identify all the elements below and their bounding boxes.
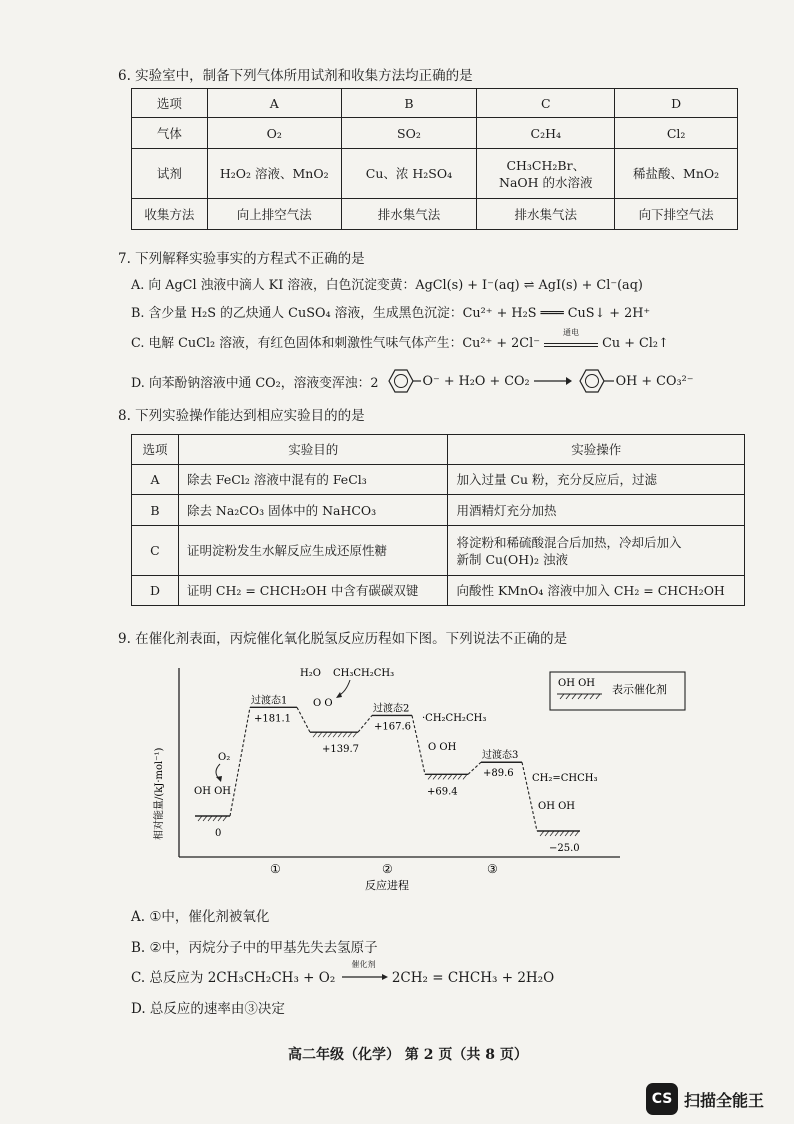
q9-option-c [131, 960, 555, 986]
q6-cell: B [341, 89, 477, 118]
q8-cell: 证明 CH₂ = CHCH₂OH 中含有碳碳双键 [178, 576, 448, 606]
q6-cell: CH₃CH₂Br、 NaOH 的水溶液 [477, 149, 615, 199]
energy-value-label: +69.4 [427, 786, 458, 798]
energy-connector [358, 715, 372, 732]
q6-cell: O₂ [207, 118, 341, 149]
surface-hatch [438, 774, 442, 779]
benzene-ring-icon [572, 366, 616, 396]
q8-header: 选项 [132, 435, 179, 465]
surface-hatch [333, 732, 337, 737]
y-axis-label: 相对能量/(kJ·mol⁻¹) [154, 747, 165, 840]
q8-cell: 除去 FeCl₂ 溶液中混有的 FeCl₃ [178, 465, 448, 495]
electrolysis-arrow [544, 328, 598, 347]
energy-value-label: +89.6 [483, 768, 514, 780]
q6-cell: 试剂 [132, 149, 208, 199]
surface-hatch [453, 774, 457, 779]
o-oh-label: O OH [428, 742, 457, 753]
q9-c-product: 2CH₂ = CHCH₃ + 2H₂O [391, 970, 555, 986]
q6-cell: C₂H₄ [477, 118, 615, 149]
q7-option-d-text: D. 向苯酚钠溶液中通 CO₂，溶液变浑浊：2 [131, 375, 379, 391]
q7-c-product: Cu + Cl₂↑ [602, 336, 669, 351]
q8-cell: A [132, 465, 179, 495]
q6-cell: 收集方法 [132, 199, 208, 230]
energy-connector [297, 707, 310, 732]
q6-cell: H₂O₂ 溶液、MnO₂ [207, 149, 341, 199]
scanner-watermark: 扫描全能王 [684, 1091, 765, 1110]
catalyst-hatch-icon [560, 694, 600, 699]
surface-hatch [328, 732, 332, 737]
q8-header: 实验操作 [448, 435, 745, 465]
surface-hatch [218, 816, 222, 821]
q7-d-product: OH + CO₃²⁻ [615, 373, 694, 389]
q8-cell: C [132, 526, 179, 576]
q9-option-d: D. 总反应的速率由③决定 [131, 1001, 285, 1017]
energy-value-label: +181.1 [254, 713, 292, 725]
x-axis-label: 反应进程 [365, 879, 409, 892]
surface-hatch [463, 774, 467, 779]
energy-value-label: +167.6 [374, 721, 412, 733]
q6-cell: 稀盐酸、MnO₂ [615, 149, 738, 199]
catalyst-arrow [340, 960, 388, 982]
q8-cell: B [132, 495, 179, 526]
water-label: H₂O [300, 668, 321, 679]
stage-label: ② [382, 862, 393, 876]
o2-label: O₂ [218, 752, 231, 763]
reaction-arrow-icon [530, 374, 572, 388]
q9-option-b: B. ②中，丙烷分子中的甲基先失去氢原子 [131, 940, 378, 956]
surface-hatch [575, 831, 579, 836]
surface-hatch [223, 816, 227, 821]
q6-cell: C [477, 89, 615, 118]
surface-hatch [448, 774, 452, 779]
energy-connector [412, 715, 425, 774]
q9-option-c-text: C. 总反应为 2CH₃CH₂CH₃ + O₂ [131, 970, 336, 986]
surface-hatch [570, 831, 574, 836]
q8-table [131, 434, 745, 606]
start-catalyst-label: OH OH [194, 786, 232, 797]
q6-cell: 向上排空气法 [207, 199, 341, 230]
surface-hatch [545, 831, 549, 836]
legend-symbol: OH OH [558, 678, 596, 689]
q6-cell: A [207, 89, 341, 118]
surface-hatch [353, 732, 357, 737]
energy-value-label: +139.7 [322, 744, 360, 756]
end-catalyst-label: OH OH [538, 801, 576, 812]
legend-text: 表示催化剂 [612, 683, 667, 696]
q6-cell: 排水集气法 [341, 199, 477, 230]
surface-hatch [433, 774, 437, 779]
q7-title: 7. 下列解释实验事实的方程式不正确的是 [118, 251, 365, 267]
surface-hatch [313, 732, 317, 737]
q8-cell: 证明淀粉发生水解反应生成还原性糖 [178, 526, 448, 576]
q7-option-d [131, 366, 693, 396]
q7-c-condition: 通电 [563, 328, 580, 337]
q8-cell: 将淀粉和稀硫酸混合后加热，冷却后加入 新制 Cu(OH)₂ 浊液 [448, 526, 745, 576]
q8-header: 实验目的 [178, 435, 448, 465]
q9-title: 9. 在催化剂表面，丙烷催化氧化脱氢反应历程如下图。下列说法不正确的是 [118, 631, 568, 647]
surface-hatch [198, 816, 202, 821]
surface-hatch [540, 831, 544, 836]
surface-hatch [213, 816, 217, 821]
q8-cell: 除去 Na₂CO₃ 固体中的 NaHCO₃ [178, 495, 448, 526]
propene-label: CH₂=CHCH₃ [532, 773, 598, 784]
surface-hatch [428, 774, 432, 779]
q6-cell: 选项 [132, 89, 208, 118]
energy-connector [230, 707, 250, 816]
q7-option-c-text: C. 电解 CuCl₂ 溶液，有红色固体和刺激性气味气体产生：Cu²⁺ + 2Cl⁻ [131, 336, 540, 351]
propane-label: CH₃CH₂CH₃ [333, 668, 395, 679]
surface-hatch [555, 831, 559, 836]
surface-hatch [318, 732, 322, 737]
transition-state-label: 过渡态1 [251, 695, 288, 707]
surface-hatch [348, 732, 352, 737]
transition-state-label: 过渡态2 [373, 703, 410, 715]
surface-hatch [323, 732, 327, 737]
q8-cell: D [132, 576, 179, 606]
energy-value-label: −25.0 [549, 843, 580, 854]
q8-title: 8. 下列实验操作能达到相应实验目的的是 [118, 408, 365, 424]
q6-cell: Cu、浓 H₂SO₄ [341, 149, 477, 199]
q6-cell: SO₂ [341, 118, 477, 149]
q9-c-condition: 催化剂 [351, 960, 376, 969]
surface-hatch [550, 831, 554, 836]
transition-state-label: 过渡态3 [482, 750, 519, 762]
q6-cell: 排水集气法 [477, 199, 615, 230]
q9-option-a: A. ①中，催化剂被氧化 [131, 909, 270, 925]
q6-cell: 气体 [132, 118, 208, 149]
q8-cell: 向酸性 KMnO₄ 溶液中加入 CH₂ = CHCH₂OH [448, 576, 745, 606]
q7-d-reactants: O⁻ + H₂O + CO₂ [422, 373, 530, 389]
surface-hatch [565, 831, 569, 836]
energy-value-label: 0 [215, 828, 222, 839]
q7-option-b: B. 含少量 H₂S 的乙炔通人 CuSO₄ 溶液，生成黑色沉淀：Cu²⁺ + H₂S ═══ CuS↓ + 2H⁺ [131, 306, 651, 321]
q6-table [131, 88, 738, 230]
surface-hatch [458, 774, 462, 779]
radical-label: ·CH₂CH₂CH₃ [422, 713, 487, 724]
surface-hatch [208, 816, 212, 821]
q6-cell: D [615, 89, 738, 118]
page-footer: 高二年级（化学） 第 2 页（共 8 页） [288, 1047, 528, 1063]
scanner-logo-icon: CS [646, 1083, 678, 1115]
surface-hatch [343, 732, 347, 737]
surface-hatch [338, 732, 342, 737]
q6-cell: Cl₂ [615, 118, 738, 149]
q8-cell: 加入过量 Cu 粉，充分反应后，过滤 [448, 465, 745, 495]
q6-cell: 向下排空气法 [615, 199, 738, 230]
surface-hatch [560, 831, 564, 836]
energy-profile-chart [150, 650, 710, 900]
di-oxygen-label: O O [313, 698, 333, 709]
stage-label: ③ [487, 862, 498, 876]
benzene-ring-icon [379, 366, 423, 396]
surface-hatch [443, 774, 447, 779]
energy-connector [468, 762, 481, 774]
surface-hatch [203, 816, 207, 821]
q7-option-c [131, 328, 669, 351]
q7-option-a: A. 向 AgCl 浊液中滴人 KI 溶液，白色沉淀变黄：AgCl(s) + I⁻(aq) ⇌ AgI(s) + Cl⁻(aq) [131, 278, 643, 293]
q6-title: 6. 实验室中，制备下列气体所用试剂和收集方法均正确的是 [118, 68, 473, 84]
stage-label: ① [270, 862, 281, 876]
q8-cell: 用酒精灯充分加热 [448, 495, 745, 526]
